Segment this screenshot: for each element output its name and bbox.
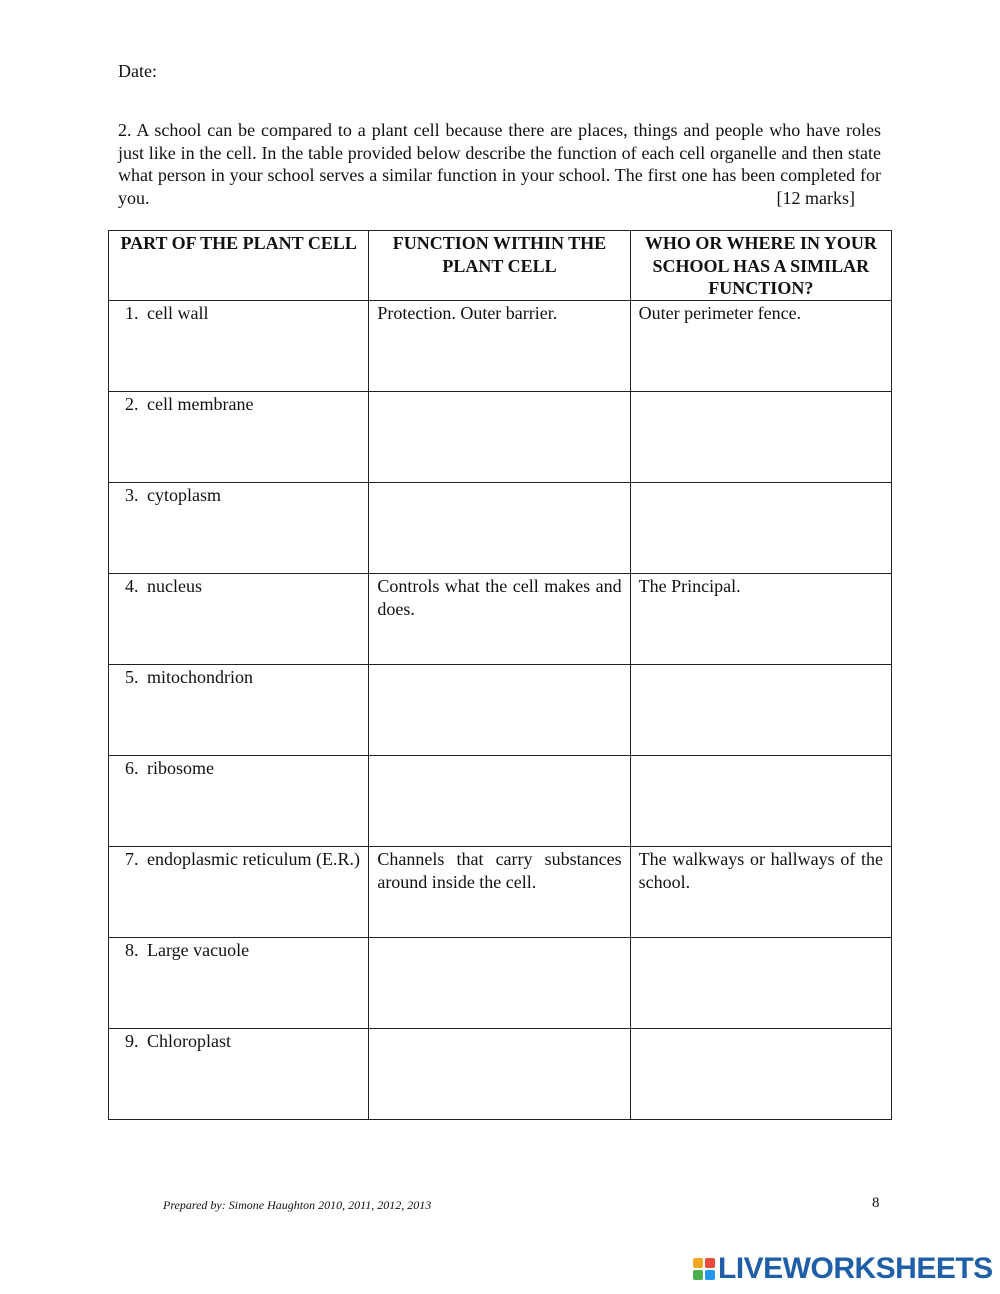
function-cell[interactable] [369,847,630,938]
logo-square [693,1270,703,1280]
function-text [369,756,629,757]
logo-square [693,1258,703,1268]
function-cell[interactable] [369,392,630,483]
school-cell[interactable] [630,665,891,756]
table-row [109,574,892,665]
liveworksheets-logo-icon [693,1258,715,1280]
function-cell[interactable] [369,1029,630,1120]
part-cell [109,301,369,392]
function-text [369,665,629,666]
page-number: 8 [872,1195,880,1211]
function-text: Controls what the cell makes and does. [377,576,622,619]
table-row [109,483,892,574]
row-number: 5. [125,667,139,687]
school-cell[interactable] [630,301,891,392]
brand-name: LIVEWORKSHEETS [718,1252,993,1285]
marks-label: [12 marks] [776,187,855,208]
school-cell[interactable] [630,938,891,1029]
row-number: 2. [125,394,139,414]
part-cell [109,665,369,756]
table-header-row [109,231,892,301]
function-cell[interactable] [369,756,630,847]
row-number: 9. [125,1031,139,1051]
school-text: The walkways or hallways of the school. [638,849,883,892]
organelle-name: cytoplasm [147,485,221,505]
function-cell[interactable] [369,574,630,665]
header-part: PART OF THE PLANT CELL [109,231,369,301]
function-text [369,483,629,484]
row-number: 6. [125,758,139,778]
school-cell[interactable] [630,483,891,574]
school-text [631,665,891,666]
row-number: 1. [125,303,139,323]
question-prompt [118,119,881,209]
row-number: 8. [125,940,139,960]
prepared-by-footer: Prepared by: Simone Haughton 2010, 2011, 2012, 2013 [163,1198,432,1212]
organelle-comparison-table [108,230,892,1120]
function-text [369,1029,629,1030]
table-row [109,847,892,938]
school-text [631,392,891,393]
school-cell[interactable] [630,756,891,847]
function-cell[interactable] [369,938,630,1029]
organelle-name: endoplasmic reticulum (E.R.) [147,849,360,869]
table-row [109,665,892,756]
school-cell[interactable] [630,847,891,938]
organelle-name: ribosome [147,758,214,778]
row-number: 4. [125,576,139,596]
header-school: WHO OR WHERE IN YOUR SCHOOL HAS A SIMILAR FUNCTION? [630,231,891,301]
organelle-name: cell membrane [147,394,254,414]
part-cell [109,574,369,665]
table-row [109,392,892,483]
part-cell [109,392,369,483]
function-cell[interactable] [369,665,630,756]
school-text: The Principal. [638,576,741,596]
organelle-name: mitochondrion [147,667,253,687]
row-number: 3. [125,485,139,505]
function-cell[interactable] [369,483,630,574]
organelle-name: Chloroplast [147,1031,231,1051]
part-cell [109,938,369,1029]
liveworksheets-brand [693,1252,993,1286]
school-cell[interactable] [630,392,891,483]
function-text: Protection. Outer barrier. [377,303,558,323]
part-cell [109,756,369,847]
header-function: FUNCTION WITHIN THE PLANT CELL [369,231,630,301]
function-text [369,392,629,393]
table-row [109,756,892,847]
organelle-name: Large vacuole [147,940,250,960]
school-text [631,483,891,484]
table-row [109,1029,892,1120]
table-row [109,938,892,1029]
date-label: Date: [118,61,157,81]
function-cell[interactable] [369,301,630,392]
part-cell [109,1029,369,1120]
question-text: 2. A school can be compared to a plant cell because there are places, things and people who have roles just like in the cell. In the table provided below describe the function of each cell organelle and then state what person in your school serves a similar function in your school. The first one has been completed for you. [118,120,881,208]
part-cell [109,847,369,938]
school-text [631,938,891,939]
row-number: 7. [125,849,139,869]
organelle-name: nucleus [147,576,202,596]
school-text: Outer perimeter fence. [638,303,802,323]
school-text [631,1029,891,1030]
part-cell [109,483,369,574]
school-text [631,756,891,757]
school-cell[interactable] [630,1029,891,1120]
school-cell[interactable] [630,574,891,665]
organelle-name: cell wall [147,303,209,323]
function-text: Channels that carry substances around inside the cell. [377,849,622,892]
table-row [109,301,892,392]
logo-square [705,1258,715,1268]
logo-square [705,1270,715,1280]
function-text [369,938,629,939]
